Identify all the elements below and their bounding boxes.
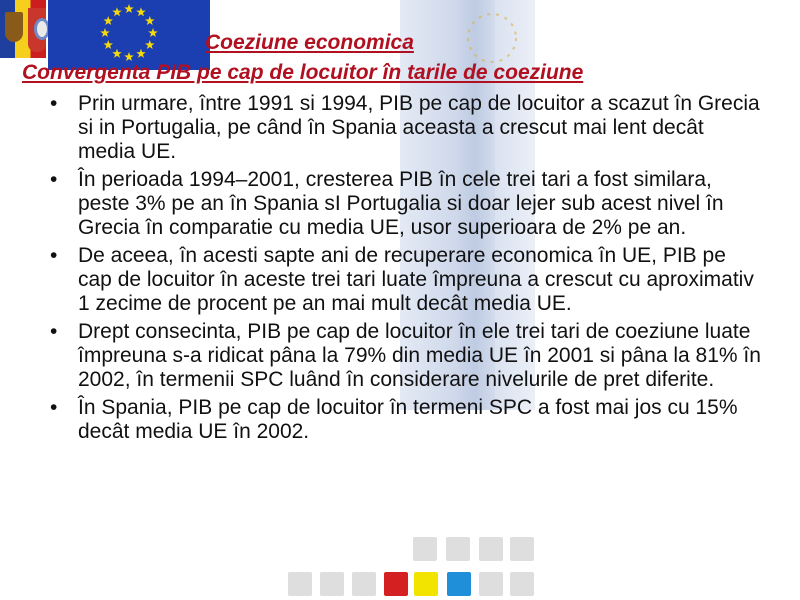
bullet-text: Prin urmare, între 1991 si 1994, PIB pe cap de locuitor a scazut în Grecia si in Portugalia, pe când în Spania aceasta a crescut mai lent decât media UE. — [78, 92, 760, 163]
bullet-text: În Spania, PIB pe cap de locuitor în termeni SPC a fost mai jos cu 15% decât media UE în 2002. — [78, 396, 738, 443]
bullet-item — [50, 244, 765, 316]
bullet-text: Drept consecinta, PIB pe cap de locuitor în ele trei tari de coeziune luate împreuna s-a ridicat pâna la 79% din media UE în 2001 si pâna la 81% în 2002, în termenii SPC luând în considerare nivelurile de pret diferite. — [78, 320, 761, 391]
deco-square-blue — [447, 572, 471, 596]
deco-square — [320, 572, 344, 596]
bullet-dot-icon: • — [50, 320, 58, 343]
deco-square — [413, 537, 437, 561]
eu-star-icon — [103, 16, 113, 25]
eu-star-icon — [145, 40, 155, 49]
eu-star-icon — [124, 4, 134, 13]
bullet-text: De aceea, în acesti sapte ani de recuperare economica în UE, PIB pe cap de locuitor în aceste trei tari luate împreuna a crescut cu aproximativ 1 zecime de procent pe an mai mult decât media UE. — [78, 244, 754, 315]
deco-square — [479, 572, 503, 596]
coat-of-arms-icon — [0, 0, 46, 58]
bullet-dot-icon: • — [50, 396, 58, 419]
shield-emblem — [5, 12, 23, 42]
deco-square — [446, 537, 470, 561]
slide-title: Coeziune economica — [205, 31, 414, 54]
bullet-dot-icon: • — [50, 168, 58, 191]
eu-star-icon — [145, 16, 155, 25]
deco-square — [288, 572, 312, 596]
bullet-dot-icon: • — [50, 244, 58, 267]
eu-star-icon — [112, 49, 122, 58]
eu-star-icon — [100, 28, 110, 37]
deco-square — [510, 537, 534, 561]
deco-square-red — [384, 572, 408, 596]
eu-star-icon — [103, 40, 113, 49]
bullet-item — [50, 168, 765, 240]
bullet-item — [50, 320, 765, 392]
deco-square — [479, 537, 503, 561]
eu-star-icon — [148, 28, 158, 37]
eu-star-icon — [136, 49, 146, 58]
bullet-item — [50, 396, 765, 444]
bullet-list — [50, 92, 765, 448]
bullet-item — [50, 92, 765, 164]
deco-square-yellow — [414, 572, 438, 596]
bullet-dot-icon: • — [50, 92, 58, 115]
slide-subtitle: Convergenta PIB pe cap de locuitor în tarile de coeziune — [22, 61, 584, 84]
deco-square — [352, 572, 376, 596]
bullet-text: În perioada 1994–2001, cresterea PIB în cele trei tari a fost similara, peste 3% pe an în Spania sI Portugalia si doar lejer sub acest nivel în Grecia în comparatie cu media UE, usor superioara de 2% pe an. — [78, 168, 724, 239]
eu-star-icon — [136, 7, 146, 16]
eu-star-icon — [112, 7, 122, 16]
deco-square — [510, 572, 534, 596]
